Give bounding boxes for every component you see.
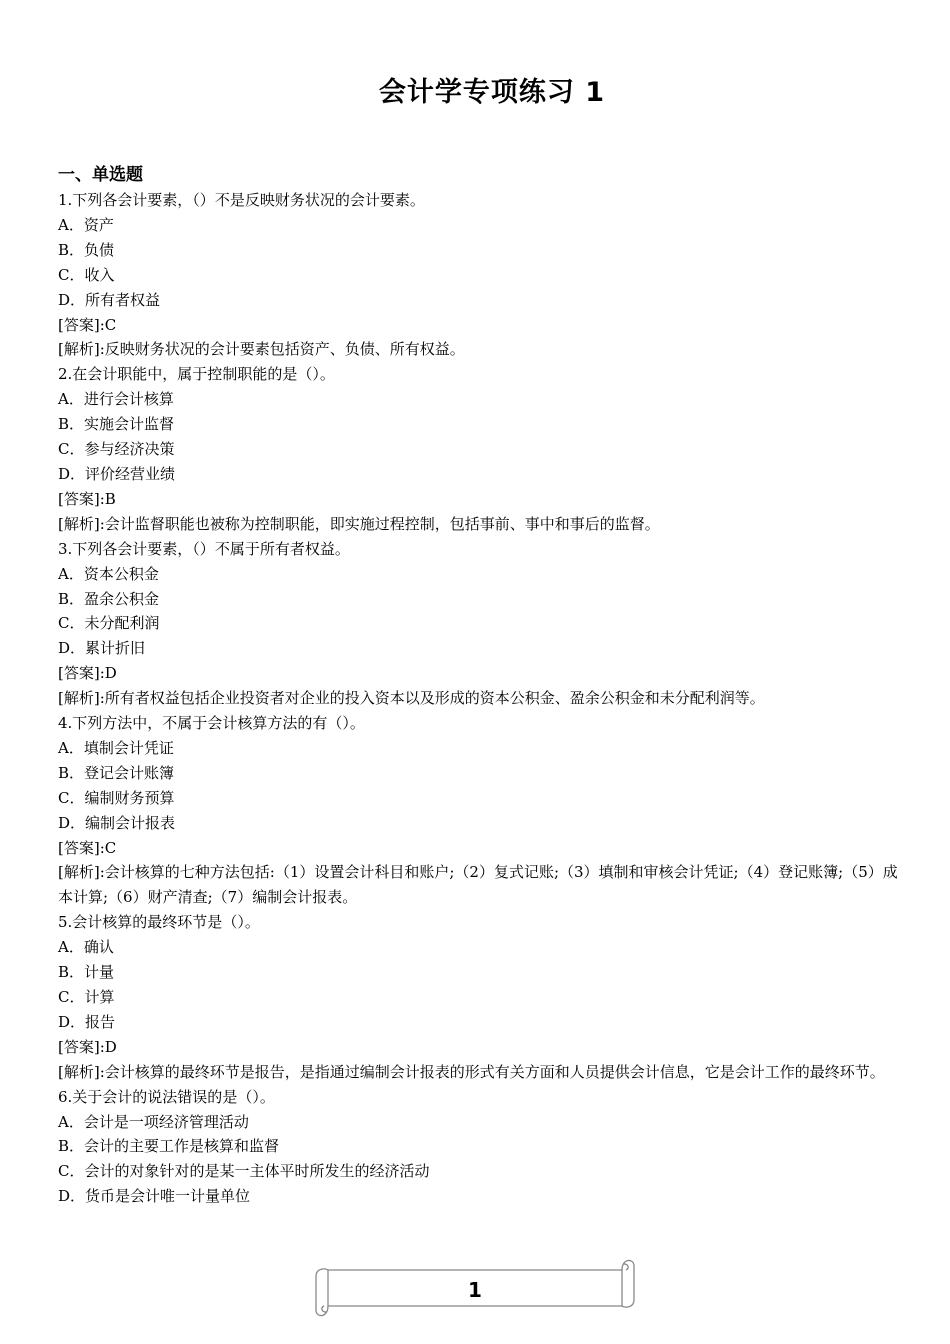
answer-option: D．累计折旧 <box>58 639 146 658</box>
answer-option: A．进行会计核算 <box>58 390 174 409</box>
answer-key: [答案]:C <box>58 315 117 334</box>
answer-option: B．计量 <box>58 963 115 982</box>
answer-analysis: [解析]:会计监督职能也被称为控制职能，即实施过程控制，包括事前、事中和事后的监督。 <box>58 514 660 533</box>
answer-option: A．会计是一项经济管理活动 <box>58 1112 249 1131</box>
answer-option: D．货币是会计唯一计量单位 <box>58 1187 251 1206</box>
answer-option: A．确认 <box>58 938 114 957</box>
answer-option: D．评价经营业绩 <box>58 464 176 483</box>
answer-analysis: [解析]:会计核算的七种方法包括:（1）设置会计科目和账户;（2）复式记账;（3）填制和审核会计凭证;（4）登记账簿;（5）成本计算;（6）财产清查;（7）编制会计报表。 <box>58 863 898 907</box>
answer-analysis: [解析]:反映财务状况的会计要素包括资产、负债、所有权益。 <box>58 340 465 359</box>
section-heading: 一、单选题 <box>58 165 143 185</box>
question-block <box>58 537 898 711</box>
question-text: 6.关于会计的说法错误的是（）。 <box>58 1087 275 1106</box>
answer-key: [答案]:D <box>58 664 117 683</box>
question-block <box>58 1085 898 1210</box>
answer-analysis: [解析]:所有者权益包括企业投资者对企业的投入资本以及形成的资本公积金、盈余公积金和未分配利润等。 <box>58 689 765 708</box>
question-block <box>58 188 898 362</box>
answer-option: D．编制会计报表 <box>58 813 176 832</box>
page-footer <box>314 1254 636 1320</box>
answer-key: [答案]:B <box>58 489 116 508</box>
answer-option: B．会计的主要工作是核算和监督 <box>58 1137 280 1156</box>
question-block <box>58 910 898 1084</box>
question-list <box>58 188 898 1209</box>
document-title: 会计学专项练习 1 <box>378 77 606 108</box>
answer-option: C．未分配利润 <box>58 614 160 633</box>
answer-option: B．实施会计监督 <box>58 415 175 434</box>
question-block <box>58 362 898 536</box>
answer-option: B．负债 <box>58 240 115 259</box>
answer-key: [答案]:C <box>58 838 117 857</box>
answer-option: A．填制会计凭证 <box>58 738 174 757</box>
page-number: 1 <box>468 1278 482 1302</box>
question-block <box>58 711 898 910</box>
answer-option: C．编制财务预算 <box>58 788 175 807</box>
question-text: 5.会计核算的最终环节是（）。 <box>58 913 260 932</box>
answer-option: A．资产 <box>58 215 114 234</box>
question-text: 4.下列方法中，不属于会计核算方法的有（）。 <box>58 714 365 733</box>
answer-analysis: [解析]:会计核算的最终环节是报告，是指通过编制会计报表的形式有关方面和人员提供会计信息，它是会计工作的最终环节。 <box>58 1062 885 1081</box>
question-text: 2.在会计职能中，属于控制职能的是（）。 <box>58 365 335 384</box>
answer-option: B．登记会计账簿 <box>58 763 175 782</box>
document-body <box>58 162 898 1209</box>
answer-key: [答案]:D <box>58 1037 117 1056</box>
answer-option: A．资本公积金 <box>58 564 159 583</box>
answer-option: C．收入 <box>58 265 115 284</box>
answer-option: B．盈余公积金 <box>58 589 160 608</box>
answer-option: C．参与经济决策 <box>58 440 175 459</box>
answer-option: C．计算 <box>58 988 115 1006</box>
answer-option: C．会计的对象针对的是某一主体平时所发生的经济活动 <box>58 1162 430 1181</box>
answer-option: D．报告 <box>58 1012 116 1031</box>
question-text: 1.下列各会计要素，（）不是反映财务状况的会计要素。 <box>58 191 425 209</box>
question-text: 3.下列各会计要素，（）不属于所有者权益。 <box>58 539 350 558</box>
answer-option: D．所有者权益 <box>58 290 161 309</box>
